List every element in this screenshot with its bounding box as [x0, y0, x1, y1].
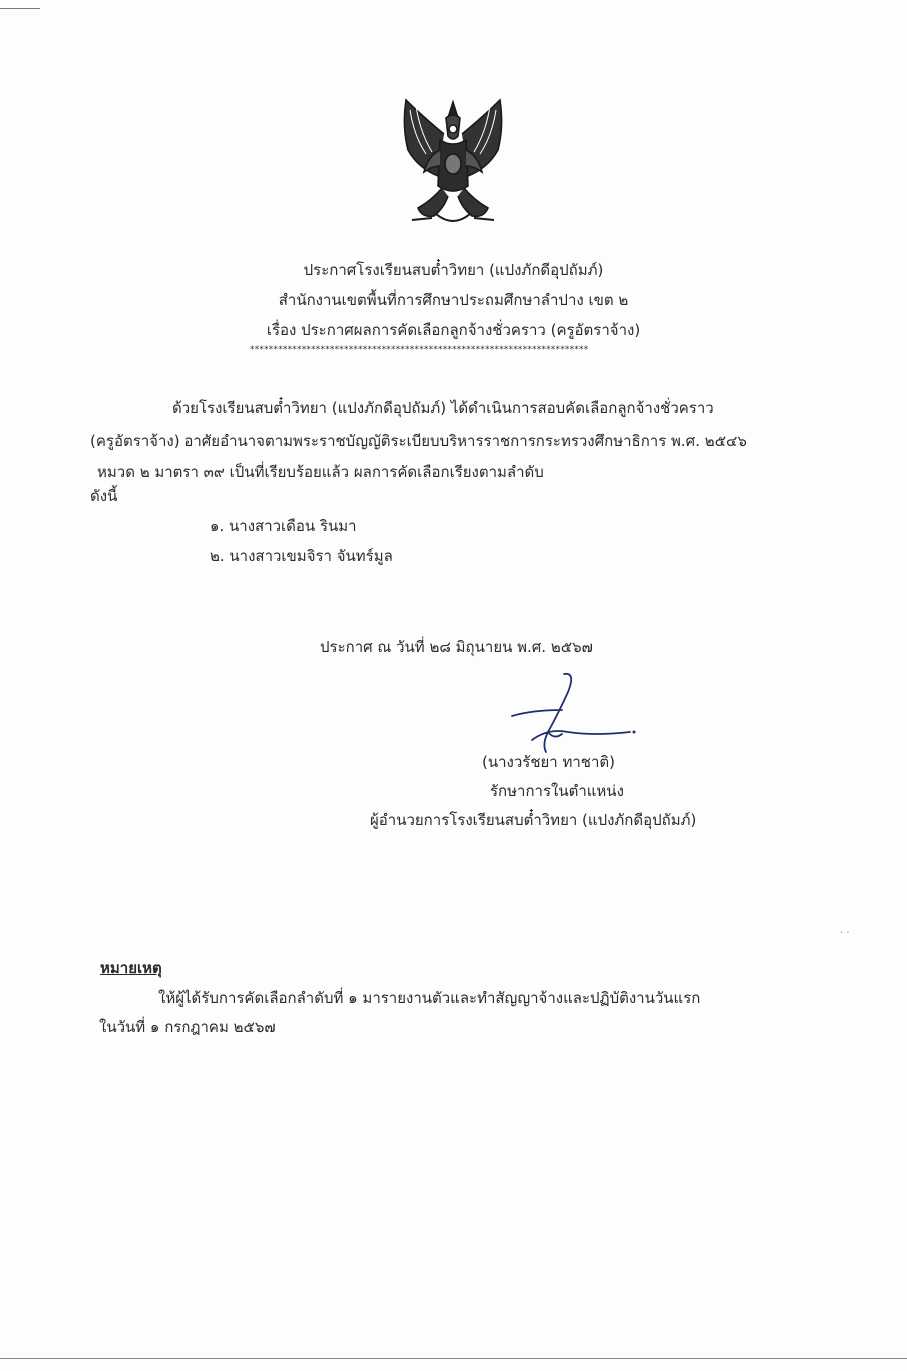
- header-line-school: ประกาศโรงเรียนสบต๋ำวิทยา (แปงภักดีอุปถัมภ์): [303, 261, 604, 279]
- note-line-2: ในวันที่ ๑ กรกฎาคม ๒๕๖๗: [99, 1018, 276, 1036]
- announcement-date: ประกาศ ณ วันที่ ๒๘ มิถุนายน พ.ศ. ๒๕๖๗: [320, 638, 593, 656]
- result-item-2: ๒. นางสาวเขมจิรา จันทร์มูล: [210, 547, 393, 565]
- signatory-position-title: ผู้อำนวยการโรงเรียนสบต๋ำวิทยา (แปงภักดีอุปถัมภ์): [370, 811, 697, 829]
- result-item-1: ๑. นางสาวเดือน รินมา: [210, 517, 357, 535]
- garuda-emblem-icon: [392, 96, 514, 228]
- signature-mark: [502, 670, 642, 760]
- body-paragraph-line-3: หมวด ๒ มาตรา ๓๙ เป็นที่เรียบร้อยแล้ว ผลการคัดเลือกเรียงตามลำดับ: [97, 463, 544, 481]
- note-title: หมายเหตุ: [100, 959, 162, 977]
- header-line-office: สำนักงานเขตพื้นที่การศึกษาประถมศึกษาลำปาง เขต ๒: [278, 291, 629, 309]
- scan-bottom-edge: [0, 1358, 907, 1359]
- body-paragraph-line-2: (ครูอัตราจ้าง) อาศัยอำนาจตามพระราชบัญญัติระเบียบบริหารราชการกระทรวงศึกษาธิการ พ.ศ. ๒๕๔๖: [90, 432, 747, 450]
- body-paragraph-line-4: ดังนี้: [90, 487, 118, 505]
- body-paragraph-line-1: ด้วยโรงเรียนสบต๋ำวิทยา (แปงภักดีอุปถัมภ์) ได้ดำเนินการสอบคัดเลือกลูกจ้างชั่วคราว: [172, 399, 714, 417]
- signatory-position-acting: รักษาการในตำแหน่ง: [490, 782, 624, 800]
- header-line-subject: เรื่อง ประกาศผลการคัดเลือกลูกจ้างชั่วคราว (ครูอัตราจ้าง): [266, 321, 641, 339]
- signatory-name: (นางวรัชยา ทาชาติ): [482, 753, 616, 771]
- note-line-1: ให้ผู้ได้รับการคัดเลือกลำดับที่ ๑ มารายงานตัวและทำสัญญาจ้างและปฏิบัติงานวันแรก: [158, 989, 701, 1007]
- scan-edge-line: [0, 8, 40, 9]
- scan-speck: · ·: [840, 928, 850, 939]
- separator-line: ************************************************************************: [250, 345, 589, 355]
